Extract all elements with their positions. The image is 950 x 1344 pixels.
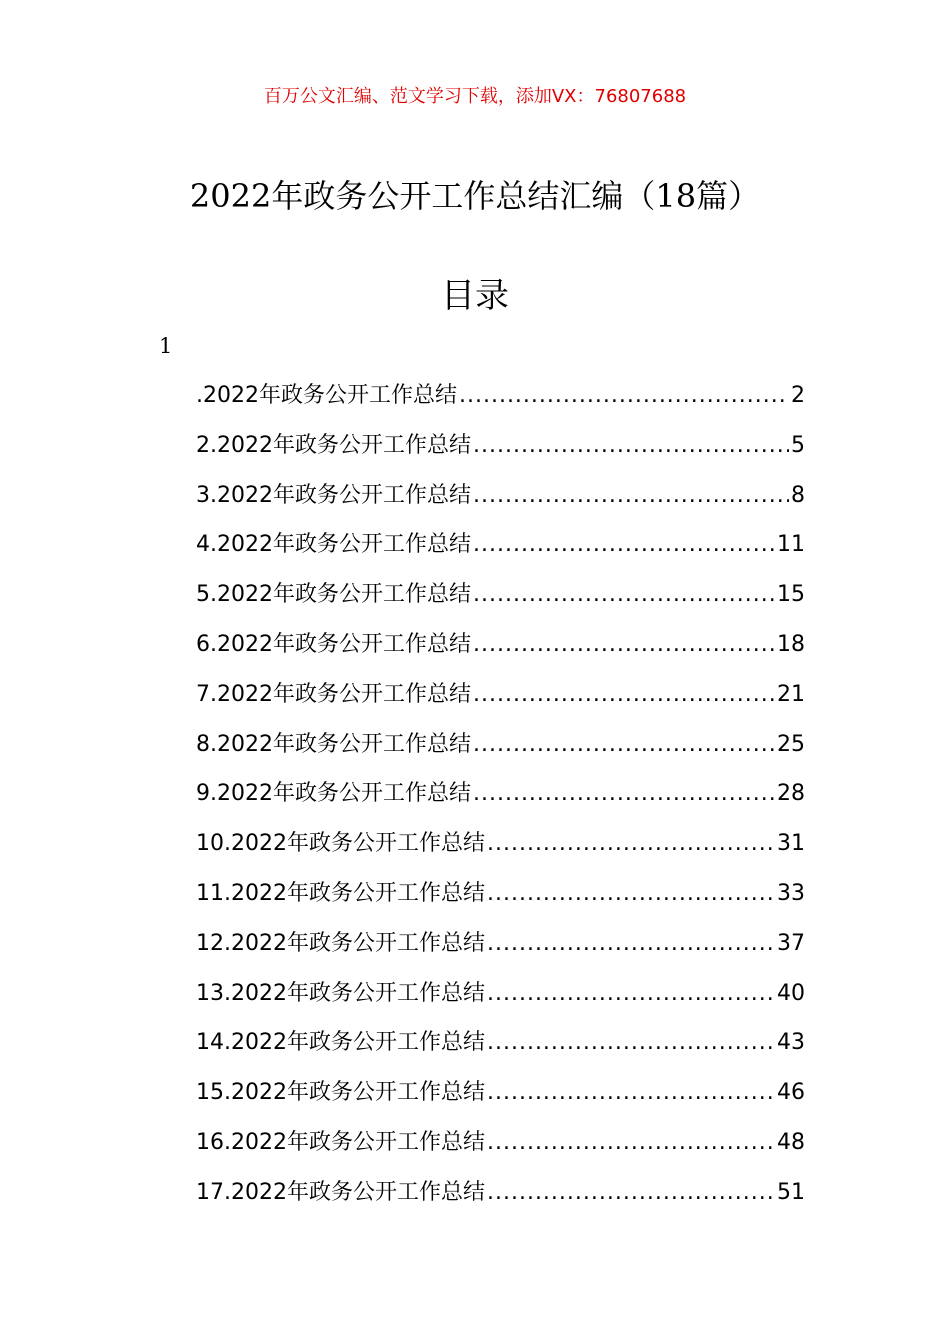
toc-entry-title: 8.2022年政务公开工作总结 (196, 731, 471, 757)
toc-entry[interactable] (196, 723, 805, 773)
toc-entry[interactable] (196, 424, 805, 474)
toc-entry-page: 11 (777, 532, 805, 558)
toc-entry-title: 13.2022年政务公开工作总结 (196, 980, 485, 1006)
dot-leader (473, 772, 775, 816)
toc-entry-page: 31 (777, 831, 805, 857)
stray-item-number: 1 (159, 334, 173, 358)
toc-entry-page: 37 (777, 930, 805, 956)
dot-leader (487, 1071, 775, 1115)
dot-leader (459, 374, 789, 418)
toc-entry-page: 28 (777, 781, 805, 807)
toc-entry[interactable] (196, 922, 805, 972)
toc-entry-title: 9.2022年政务公开工作总结 (196, 781, 471, 807)
toc-entry[interactable] (196, 573, 805, 623)
toc-entry-title: 15.2022年政务公开工作总结 (196, 1080, 485, 1106)
toc-entry-page: 8 (791, 482, 805, 508)
toc-entry[interactable] (196, 523, 805, 573)
dot-leader (473, 474, 789, 518)
dot-leader (487, 1171, 775, 1215)
toc-entry[interactable] (196, 822, 805, 872)
toc-entry[interactable] (196, 772, 805, 822)
toc-entry[interactable] (196, 474, 805, 524)
toc-entry-title: 7.2022年政务公开工作总结 (196, 681, 471, 707)
toc-entry[interactable] (196, 623, 805, 673)
toc-entry-title: 2.2022年政务公开工作总结 (196, 432, 471, 458)
toc-entry[interactable] (196, 872, 805, 922)
toc-entry[interactable] (196, 1121, 805, 1171)
toc-entry-title: 10.2022年政务公开工作总结 (196, 831, 485, 857)
toc-entry-page: 51 (777, 1179, 805, 1205)
dot-leader (487, 922, 775, 966)
toc-entry-page: 18 (777, 631, 805, 657)
document-title: 2022年政务公开工作总结汇编（18篇） (189, 177, 761, 215)
dot-leader (473, 723, 775, 767)
toc-entry-title: 5.2022年政务公开工作总结 (196, 582, 471, 608)
toc-entry[interactable] (196, 1071, 805, 1121)
toc-entry-title: 17.2022年政务公开工作总结 (196, 1179, 485, 1205)
dot-leader (473, 523, 775, 567)
dot-leader (487, 1021, 775, 1065)
toc-entry-title: .2022年政务公开工作总结 (196, 383, 457, 408)
toc-entry-page: 15 (777, 582, 805, 608)
toc-entry-page: 33 (777, 880, 805, 906)
toc-entry-title: 6.2022年政务公开工作总结 (196, 631, 471, 657)
dot-leader (473, 623, 775, 667)
toc-entry[interactable] (196, 1171, 805, 1221)
dot-leader (473, 424, 789, 468)
dot-leader (487, 822, 775, 866)
toc-entry[interactable] (196, 374, 805, 424)
toc-entry-page: 21 (777, 681, 805, 707)
toc-entry-page: 46 (777, 1080, 805, 1106)
toc-entry-title: 4.2022年政务公开工作总结 (196, 532, 471, 558)
table-of-contents (196, 374, 805, 1221)
toc-entry-title: 11.2022年政务公开工作总结 (196, 880, 485, 906)
toc-entry-page: 48 (777, 1129, 805, 1155)
toc-heading: 目录 (441, 276, 509, 316)
dot-leader (487, 972, 775, 1016)
toc-entry-title: 12.2022年政务公开工作总结 (196, 930, 485, 956)
toc-entry[interactable] (196, 972, 805, 1022)
toc-entry-page: 5 (791, 432, 805, 458)
toc-entry-title: 14.2022年政务公开工作总结 (196, 1030, 485, 1056)
toc-entry-title: 3.2022年政务公开工作总结 (196, 482, 471, 508)
toc-entry-page: 25 (777, 731, 805, 757)
toc-entry[interactable] (196, 673, 805, 723)
toc-entry-title: 16.2022年政务公开工作总结 (196, 1129, 485, 1155)
toc-entry-page: 2 (791, 383, 805, 408)
toc-entry-page: 43 (777, 1030, 805, 1056)
toc-entry-page: 40 (777, 980, 805, 1006)
download-notice: 百万公文汇编、范文学习下载，添加VX：76807688 (263, 86, 687, 107)
dot-leader (487, 1121, 775, 1165)
toc-entry[interactable] (196, 1021, 805, 1071)
dot-leader (487, 872, 775, 916)
dot-leader (473, 673, 775, 717)
dot-leader (473, 573, 775, 617)
